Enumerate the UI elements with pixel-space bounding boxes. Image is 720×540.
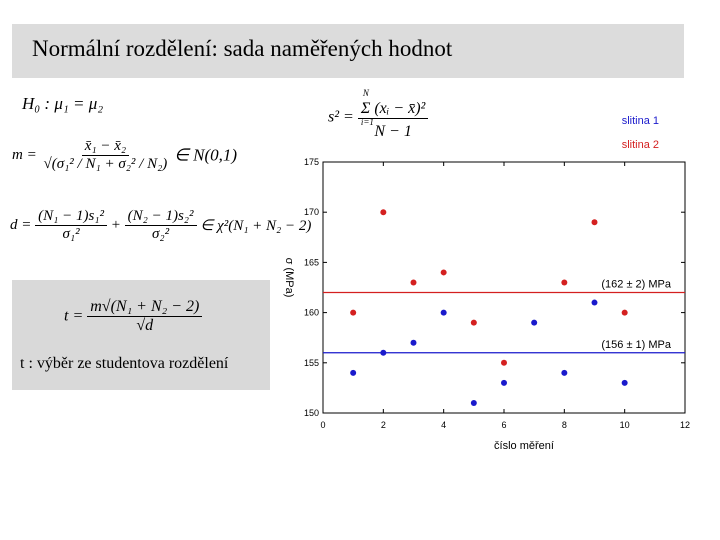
m-denominator: √(σ₁² / N₁ + σ₂² / N₂) (43, 156, 168, 172)
data-point-series-1 (501, 380, 507, 386)
x-tick-label: 6 (501, 420, 507, 430)
t-numerator: m√(N₁ + N₂ − 2) (87, 298, 202, 317)
data-point-series-2 (622, 310, 628, 316)
y-tick-label: 175 (303, 157, 319, 167)
y-tick-label: 165 (303, 257, 319, 268)
variance-numerator: Σ (xᵢ − x̄)² (360, 100, 426, 117)
data-point-series-1 (380, 350, 386, 356)
data-point-series-1 (350, 370, 356, 376)
data-point-series-2 (411, 279, 417, 285)
data-point-series-2 (471, 320, 477, 326)
data-point-series-2 (592, 219, 598, 225)
t-lhs: t = (64, 307, 84, 325)
x-tick-label: 12 (679, 420, 691, 430)
x-axis-label: číslo měření (494, 440, 554, 452)
h0-formula: H₀ : μ₁ = μ₂ (22, 94, 104, 113)
slide-title: Normální rozdělení: sada naměřených hodnot (32, 36, 453, 61)
sum-bottom: i=1 (360, 117, 374, 127)
mean-label-2: (162 ± 2) MPa (601, 278, 671, 291)
d-rhs: ∈ χ²(N₁ + N₂ − 2) (200, 218, 312, 234)
x-tick-label: 0 (320, 420, 326, 430)
d-term2-denominator: σ₂² (152, 226, 170, 242)
data-point-series-1 (622, 380, 628, 386)
legend-entry-2: slitina 2 (621, 139, 659, 151)
data-point-series-1 (592, 300, 598, 306)
data-point-series-1 (471, 400, 477, 406)
data-point-series-1 (561, 370, 567, 376)
data-point-series-2 (441, 269, 447, 275)
m-lhs: m = (12, 147, 37, 163)
data-point-series-2 (501, 360, 507, 366)
x-tick-label: 10 (619, 420, 630, 430)
data-point-series-2 (350, 310, 356, 316)
x-tick-label: 2 (380, 420, 386, 430)
m-rhs: ∈ N(0,1) (174, 145, 238, 165)
d-lhs: d = (10, 217, 32, 233)
y-tick-label: 155 (303, 357, 319, 368)
data-point-series-1 (411, 340, 417, 346)
d-term1-denominator: σ₁² (62, 226, 80, 242)
data-point-series-1 (441, 310, 447, 316)
sum-top: N (362, 88, 369, 98)
y-axis-label: σ (MPa) (283, 257, 295, 298)
data-point-series-1 (531, 320, 537, 326)
mean-label-1: (156 ± 1) MPa (601, 338, 671, 351)
student-distribution-note: t : výběr ze studentova rozdělení (20, 355, 229, 372)
y-tick-label: 150 (303, 408, 319, 418)
y-tick-label: 170 (303, 207, 319, 218)
x-tick-label: 8 (561, 420, 567, 430)
x-tick-label: 4 (441, 420, 447, 430)
data-point-series-2 (380, 209, 386, 215)
d-term1-numerator: (N₁ − 1)s₁² (35, 208, 107, 226)
t-denominator: √d (136, 317, 154, 334)
data-point-series-2 (561, 279, 567, 285)
m-numerator: x̄₁ − x̄₂ (82, 138, 129, 156)
variance-denominator: N − 1 (374, 123, 412, 140)
legend-entry-1: slitina 1 (621, 115, 659, 127)
variance-lhs: s² = (328, 108, 354, 126)
d-plus: + (110, 217, 121, 233)
y-tick-label: 160 (303, 307, 319, 318)
d-term2-numerator: (N₂ − 1)s₂² (125, 208, 197, 226)
